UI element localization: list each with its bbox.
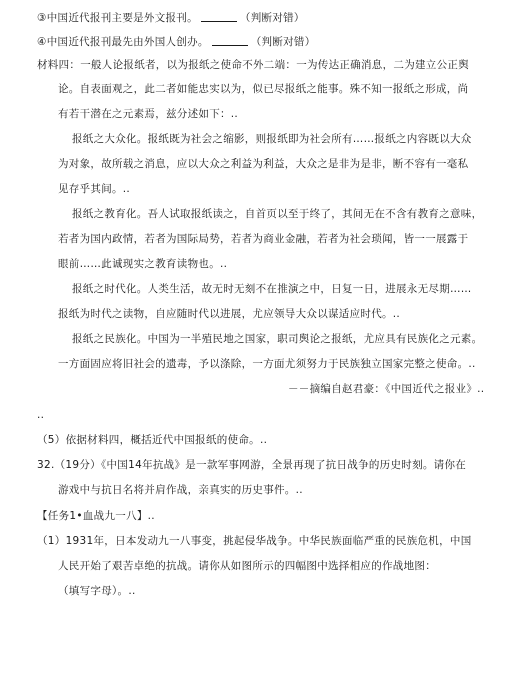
education-line: 眼前……此诚现实之教育读物也。..: [58, 258, 228, 270]
popular-line: 为对象，故所载之消息，应以大众之利益为利益，大众之是非为是非，断不容有一毫私: [58, 158, 469, 170]
task-1-title: 【任务1•血战九一八】..: [37, 510, 155, 522]
material4-line: 有若干潜在之元素焉，兹分述如下：..: [58, 108, 239, 120]
judgment-4-suffix: （判断对错）: [250, 36, 316, 48]
question-32-line: 游戏中与抗日名将并肩作战，亲真实的历史事件。..: [58, 484, 303, 496]
question-1-line: （1）1931年，日本发动九一八事变，挑起侵华战争。中华民族面临严重的民族危机，中国: [37, 535, 472, 547]
material4-line: 材料四：一般人论报纸者，以为报纸之使命不外二端：一为传达正确消息，二为建立公正舆: [37, 59, 469, 71]
judgment-3: [37, 11, 305, 25]
answer-blank[interactable]: [212, 35, 248, 46]
question-5: （5）依据材料四，概括近代中国报纸的使命。..: [37, 434, 268, 446]
popular-line: 见存乎其间。..: [58, 183, 131, 195]
question-32-line: 32.（19分）《中国14年抗战》是一款军事网游，全景再现了抗日战争的历史时刻。请你在: [37, 459, 467, 471]
judgment-3-suffix: （判断对错）: [239, 12, 305, 24]
education-line: 报纸之教育化。吾人试取报纸读之，自首页以至于终了，其间无在不含有教育之意味，: [72, 208, 483, 220]
judgment-4-text: ④中国近代报刊最先由外国人创办。: [37, 36, 209, 48]
nation-line: 报纸之民族化。中国为一半殖民地之国家，职司舆论之报纸，尤应具有民族化之元素。: [72, 333, 483, 345]
question-1-line: 人民开始了艰苦卓绝的抗战。请你从如图所示的四幅图中选择相应的作战地图：: [58, 560, 436, 572]
material4-line: 论。自表面观之，此二者如能忠实以为，似已尽报纸之能事。殊不知一报纸之形成，尚: [58, 83, 469, 95]
material4-source: －－摘编自赵君豪：《中国近代之报业》..: [288, 383, 485, 395]
nation-line: 一方面固应将旧社会的遗毒，予以涤除，一方面尤须努力于民族独立国家完整之使命。..: [58, 358, 476, 370]
era-line: 报纸之时代化。人类生活，故无时无刻不在推演之中，日复一日，进展永无尽期……: [72, 283, 472, 295]
blank-marker: ..: [37, 409, 45, 421]
question-1-line: （填写字母）。..: [58, 585, 136, 597]
popular-line: 报纸之大众化。报纸既为社会之缩影，则报纸即为社会所有……报纸之内容既以大众: [72, 133, 472, 145]
education-line: 若者为国内政情，若者为国际局势，若者为商业金融，若者为社会琐闻，皆一一展露于: [58, 233, 469, 245]
era-line: 报纸为时代之读物，自应随时代以进展，尤应领导大众以谋适应时代。..: [58, 308, 401, 320]
judgment-3-text: ③中国近代报刊主要是外文报刊。: [37, 12, 198, 24]
answer-blank[interactable]: [201, 11, 237, 22]
judgment-4: [37, 35, 316, 49]
